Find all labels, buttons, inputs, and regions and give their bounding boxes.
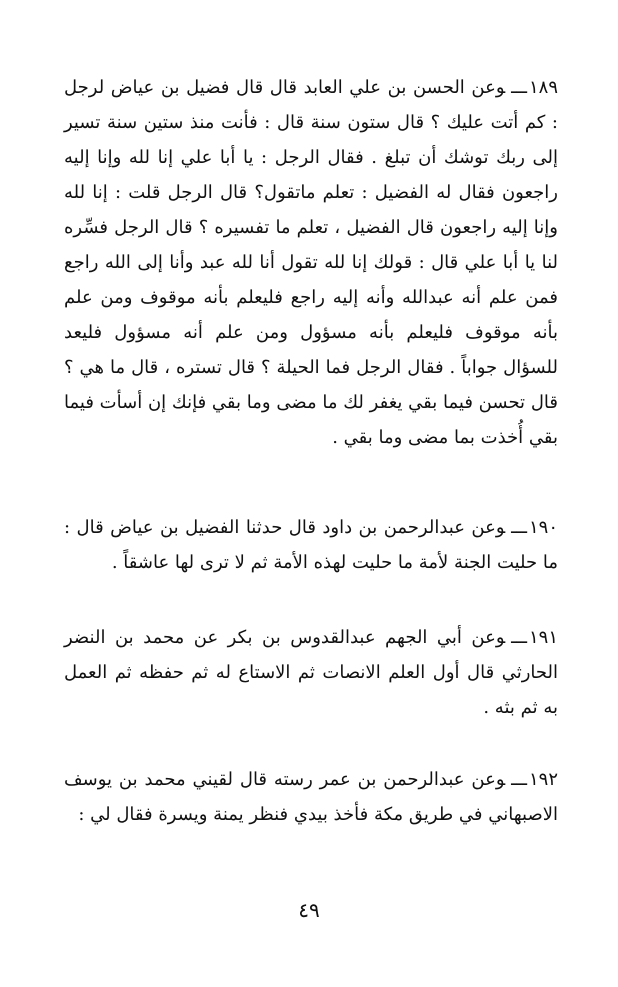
entry-text: وعن عبدالرحمن بن داود قال حدثنا الفضيل بن عياض قال : ما حليت الجنة لأمة ما حليت لهذه الأمة ثم لا ترى لها عاشقاً . — [64, 517, 558, 573]
entry-number: ١٨٩ — [528, 77, 558, 98]
entry-dash: ـــ — [511, 769, 527, 790]
entry-189 — [64, 70, 558, 455]
entry-dash: ـــ — [511, 517, 527, 538]
entry-text: وعن عبدالرحمن بن عمر رسته قال لقيني محمد بن يوسف الاصبهاني في طريق مكة فأخذ بيدي فنظر يمنة ويسرة فقال لي : — [64, 769, 558, 825]
entry-dash: ـــ — [511, 77, 527, 98]
entry-192 — [64, 762, 558, 832]
entry-text: وعن الحسن بن علي العابد قال قال فضيل بن عياض لرجل : كم أتت عليك ؟ قال ستون سنة قال : فأنت منذ ستين سنة تسير إلى ربك توشك أن تبلغ . فقال الرجل : يا أبا علي إنا لله وإنا إليه راجعون فقال له الفضيل : تعلم ماتقول؟ قال الرجل قلت : إنا لله وإنا إليه راجعون قال الفضيل ، تعلم ما تفسيره ؟ قال الرجل فسِّره لنا يا أبا علي قال : قولك إنا لله تقول أنا لله عبد وأنا إلى الله راجع فمن علم أنه عبدالله وأنه إليه راجع فليعلم بأنه موقوف ومن علم بأنه موقوف فليعلم بأنه مسؤول ومن علم أنه مسؤول فليعد للسؤال جواباً . فقال الرجل فما الحيلة ؟ قال تستره ، قال ما هي ؟ قال تحسن فيما بقي يغفر لك ما مضى وما بقي فإنك إن أسأت فيما بقي أُخذت بما مضى وما بقي . — [64, 77, 558, 448]
entry-number: ١٩١ — [528, 627, 558, 648]
entry-190 — [64, 510, 558, 580]
entry-number: ١٩٠ — [528, 517, 558, 538]
page-number: ٤٩ — [298, 898, 320, 922]
entry-number: ١٩٢ — [528, 769, 558, 790]
entry-191 — [64, 620, 558, 725]
entry-dash: ـــ — [511, 627, 527, 648]
entry-text: وعن أبي الجهم عبدالقدوس بن بكر عن محمد بن النضر الحارثي قال أول العلم الانصات ثم الاستاع له ثم حفظه ثم العمل به ثم بثه . — [64, 627, 558, 718]
